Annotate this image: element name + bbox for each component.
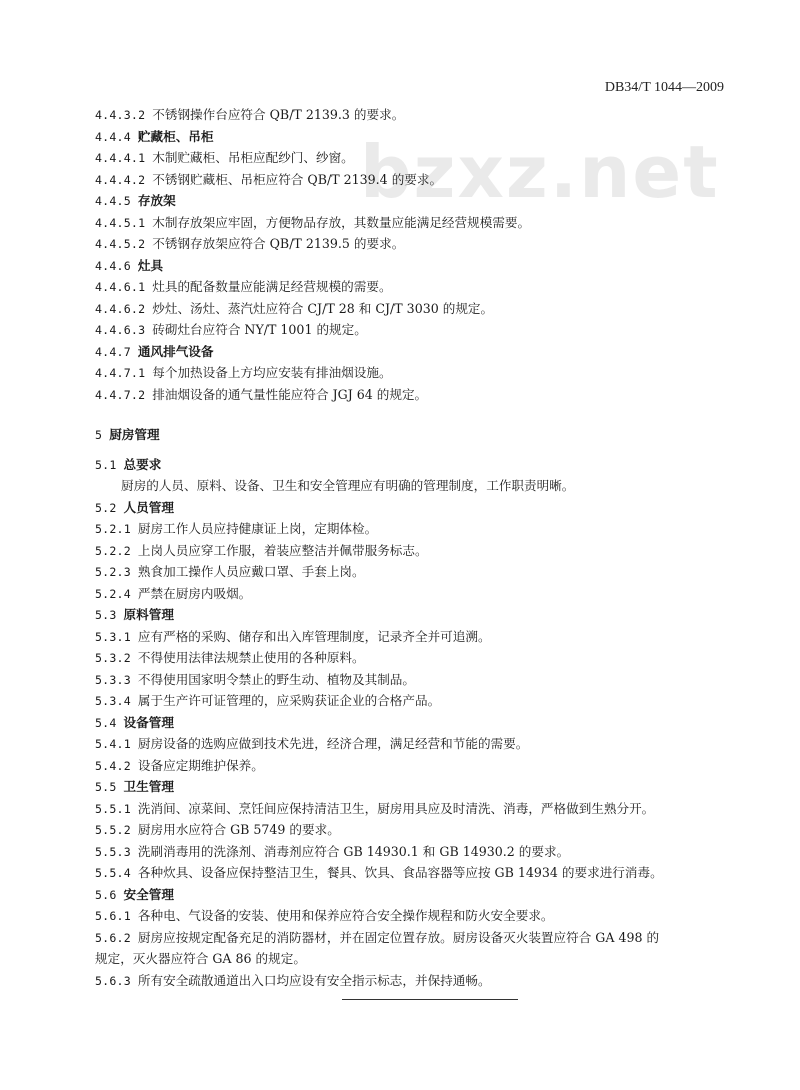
clause-number: 5.3.1: [95, 629, 131, 644]
clause-text: 排油烟设备的通气量性能应符合 JGJ 64 的规定。: [152, 386, 428, 402]
clause-number: 4.4.6: [95, 258, 131, 273]
clause-text: 安全管理: [123, 886, 174, 902]
clause-line: [95, 276, 735, 298]
clause-text: 不得使用国家明令禁止的野生动、植物及其制品。: [137, 671, 415, 687]
document-code: DB34/T 1044—2009: [604, 80, 724, 95]
section-heading: [95, 604, 735, 626]
clause-number: 5.6: [95, 887, 117, 902]
clause-line: [95, 298, 735, 320]
clause-text: 灶具的配备数量应能满足经营规模的需要。: [152, 279, 392, 294]
chapter-heading: [95, 424, 735, 446]
paragraph-line: [95, 475, 735, 497]
clause-number: 4.4.7.1: [95, 366, 146, 380]
clause-text: 不锈钢操作台应符合 QB/T 2139.3 的要求。: [152, 107, 405, 122]
clause-line: [95, 755, 735, 777]
clause-number: 5.5.3: [95, 844, 131, 859]
clause-line: [95, 626, 735, 648]
clause-number: 5.6.1: [95, 909, 131, 923]
clause-line: [95, 362, 735, 384]
clause-number: 5.2.3: [95, 565, 131, 579]
clause-text: 原料管理: [123, 607, 174, 622]
clause-line: [95, 690, 735, 712]
clause-number: 5.3: [95, 608, 117, 622]
clause-line: [95, 970, 735, 992]
clause-text: 砖砌灶台应符合 NY/T 1001 的规定。: [152, 322, 367, 337]
clause-text: 炒灶、汤灶、蒸汽灶应符合 CJ/T 28 和 CJ/T 3030 的规定。: [152, 300, 494, 316]
clause-number: 5.3.2: [95, 651, 131, 665]
section-heading: [95, 126, 735, 148]
clause-text: 存放架: [137, 193, 176, 208]
clause-number: 5: [95, 428, 103, 442]
section-heading: [95, 497, 735, 519]
spacer: [95, 405, 735, 416]
clause-text: 上岗人员应穿工作服，着装应整洁并佩带服务标志。: [137, 542, 428, 558]
clause-number: 4.4.5.2: [95, 237, 146, 251]
clause-text: 各种电、气设备的安装、使用和保养应符合安全操作规程和防火安全要求。: [137, 908, 554, 923]
clause-number: 4.4.4.1: [95, 151, 146, 165]
clause-text: 所有安全疏散通道出入口均应设有安全指示标志，并保持通畅。: [137, 972, 491, 988]
clause-text: 洗刷消毒用的洗涤剂、消毒剂应符合 GB 14930.1 和 GB 14930.2 的要求。: [137, 843, 570, 859]
clause-text: 不锈钢存放架应符合 QB/T 2139.5 的要求。: [152, 236, 405, 251]
clause-number: 5.2.2: [95, 543, 131, 558]
clause-text: 不锈钢贮藏柜、吊柜应符合 QB/T 2139.4 的要求。: [152, 171, 443, 187]
clause-line: [95, 927, 735, 949]
clause-line: [95, 384, 735, 406]
clause-number: 5.6.3: [95, 973, 131, 988]
clause-text: 厨房的人员、原料、设备、卫生和安全管理应有明确的管理制度，工作职责明晰。: [121, 478, 575, 493]
clause-text: 厨房工作人员应持健康证上岗，定期体检。: [137, 521, 378, 536]
clause-number: 4.4.5.1: [95, 215, 146, 230]
section-heading: [95, 190, 735, 212]
clause-line: [95, 518, 735, 540]
clause-text: 人员管理: [123, 499, 174, 515]
watermark: bzxz.net: [360, 130, 720, 214]
section-heading: [95, 712, 735, 734]
clause-text: 厨房用水应符合 GB 5749 的要求。: [137, 822, 340, 837]
clause-text: 总要求: [123, 456, 162, 472]
clause-line: [95, 540, 735, 562]
clause-line: [95, 104, 735, 126]
clause-number: 4.4.4.2: [95, 172, 146, 187]
section-heading: [95, 454, 735, 476]
clause-number: 5.6.2: [95, 930, 131, 945]
clause-text: 厨房设备的选购应做到技术先进，经济合理，满足经营和节能的需要。: [137, 736, 529, 751]
clause-number: 5.1: [95, 457, 117, 472]
clause-text: 严禁在厨房内吸烟。: [137, 585, 252, 601]
section-heading: [95, 884, 735, 906]
section-heading: [95, 341, 735, 363]
clause-number: 5.5.1: [95, 801, 131, 816]
clause-number: 5.4.1: [95, 737, 131, 751]
clause-line: [95, 669, 735, 691]
clause-number: 5.4: [95, 715, 117, 730]
clause-text: 设备应定期维护保养。: [137, 757, 264, 773]
clause-text: 厨房管理: [109, 427, 160, 442]
section-heading: [95, 776, 735, 798]
clause-line: [95, 561, 735, 583]
clause-line: [95, 147, 735, 169]
clause-line: [95, 819, 735, 841]
clause-line: [95, 647, 735, 669]
clause-line: [95, 233, 735, 255]
clause-text: 各种炊具、设备应保持整洁卫生，餐具、饮具、食品容器等应按 GB 14934 的要求进行消毒。: [137, 865, 663, 880]
clause-text: 设备管理: [123, 714, 174, 730]
clause-number: 5.2.1: [95, 522, 131, 536]
clause-line: [95, 862, 735, 884]
clause-text: 木制贮藏柜、吊柜应配纱门、纱窗。: [152, 150, 354, 165]
clause-number: 4.4.7.2: [95, 387, 146, 402]
clause-line: [95, 169, 735, 191]
clause-number: 5.5.4: [95, 866, 131, 880]
clause-line: [95, 798, 735, 820]
clause-number: 4.4.7: [95, 344, 131, 359]
clause-number: 4.4.6.2: [95, 301, 146, 316]
clause-text: 灶具: [137, 257, 164, 273]
clause-number: 4.4.6.3: [95, 323, 146, 337]
clause-text: 属于生产许可证管理的，应采购获证企业的合格产品。: [137, 693, 441, 708]
document-body: [95, 104, 735, 991]
footer-rule: [342, 999, 518, 1000]
clause-number: 4.4.4: [95, 129, 131, 144]
section-heading: [95, 255, 735, 277]
clause-text: 厨房应按规定配备充足的消防器材，并在固定位置存放。厨房设备灭火装置应符合 GA 498 的: [137, 929, 660, 945]
clause-text: 木制存放架应牢固，方便物品存放，其数量应能满足经营规模需要。: [152, 214, 531, 230]
clause-line: [95, 841, 735, 863]
clause-number: 5.2.4: [95, 586, 131, 601]
clause-line: [95, 212, 735, 234]
clause-line: [95, 319, 735, 341]
clause-text: 不得使用法律法规禁止使用的各种原料。: [137, 650, 365, 665]
clause-number: 5.5: [95, 780, 117, 794]
clause-text: 熟食加工操作人员应戴口罩、手套上岗。: [137, 564, 365, 579]
clause-number: 5.5.2: [95, 823, 131, 837]
clause-number: 5.2: [95, 500, 117, 515]
clause-number: 4.4.6.1: [95, 280, 146, 294]
clause-line: [95, 733, 735, 755]
clause-text: 通风排气设备: [137, 343, 214, 359]
clause-text: 规定，灭火器应符合 GA 86 的规定。: [95, 951, 306, 966]
clause-text: 每个加热设备上方均应安装有排油烟设施。: [152, 365, 392, 380]
clause-text: 卫生管理: [123, 779, 174, 794]
clause-number: 4.4.3.2: [95, 108, 146, 122]
clause-line: [95, 905, 735, 927]
clause-number: 5.3.4: [95, 694, 131, 708]
clause-number: 5.3.3: [95, 672, 131, 687]
clause-text: 应有严格的采购、储存和出入库管理制度，记录齐全并可追溯。: [137, 628, 491, 644]
clause-text: 贮藏柜、吊柜: [137, 128, 214, 144]
continuation-line: [95, 948, 735, 970]
clause-number: 5.4.2: [95, 758, 131, 773]
clause-number: 4.4.5: [95, 194, 131, 208]
clause-text: 洗消间、凉菜间、烹饪间应保持清洁卫生，厨房用具应及时清洗、消毒，严格做到生熟分开。: [137, 800, 655, 816]
clause-line: [95, 583, 735, 605]
